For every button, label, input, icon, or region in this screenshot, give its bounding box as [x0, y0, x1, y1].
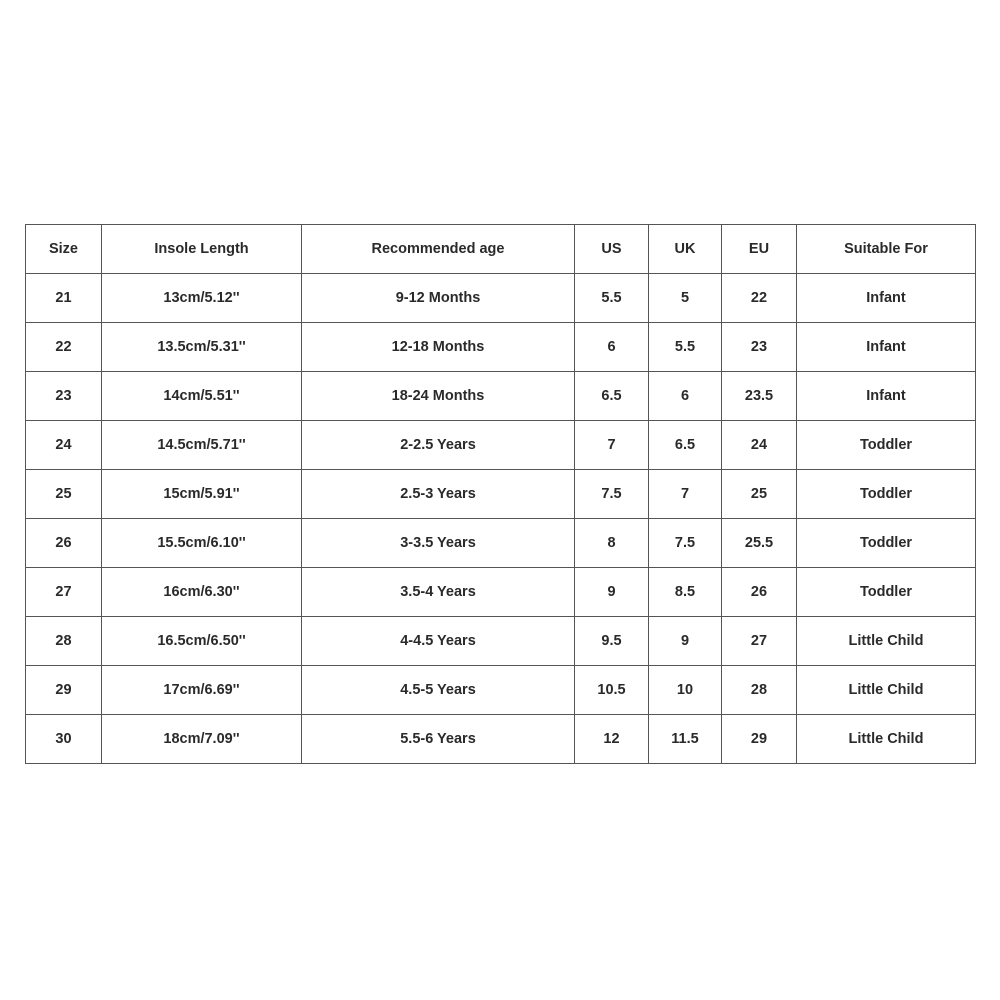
table-row [26, 274, 976, 323]
cell-insole-length: 16.5cm/6.50'' [102, 617, 302, 666]
cell-suitable-for: Infant [797, 323, 976, 372]
cell-us: 10.5 [575, 666, 649, 715]
cell-recommended-age: 4-4.5 Years [302, 617, 575, 666]
cell-suitable-for: Little Child [797, 617, 976, 666]
cell-uk: 6.5 [649, 421, 722, 470]
cell-uk: 6 [649, 372, 722, 421]
header-eu: EU [722, 225, 797, 274]
cell-size: 24 [26, 421, 102, 470]
cell-suitable-for: Toddler [797, 568, 976, 617]
cell-recommended-age: 4.5-5 Years [302, 666, 575, 715]
table-row [26, 715, 976, 764]
cell-eu: 23 [722, 323, 797, 372]
cell-us: 8 [575, 519, 649, 568]
cell-uk: 11.5 [649, 715, 722, 764]
cell-recommended-age: 9-12 Months [302, 274, 575, 323]
cell-us: 6 [575, 323, 649, 372]
cell-insole-length: 15.5cm/6.10'' [102, 519, 302, 568]
cell-uk: 7.5 [649, 519, 722, 568]
cell-size: 30 [26, 715, 102, 764]
header-row [26, 225, 976, 274]
cell-us: 7.5 [575, 470, 649, 519]
cell-eu: 26 [722, 568, 797, 617]
cell-uk: 5.5 [649, 323, 722, 372]
cell-insole-length: 16cm/6.30'' [102, 568, 302, 617]
cell-insole-length: 17cm/6.69'' [102, 666, 302, 715]
cell-suitable-for: Infant [797, 274, 976, 323]
cell-insole-length: 14cm/5.51'' [102, 372, 302, 421]
table-row [26, 323, 976, 372]
cell-eu: 25.5 [722, 519, 797, 568]
cell-us: 12 [575, 715, 649, 764]
cell-us: 9.5 [575, 617, 649, 666]
cell-recommended-age: 2-2.5 Years [302, 421, 575, 470]
header-uk: UK [649, 225, 722, 274]
cell-size: 22 [26, 323, 102, 372]
cell-suitable-for: Toddler [797, 421, 976, 470]
cell-insole-length: 18cm/7.09'' [102, 715, 302, 764]
cell-size: 21 [26, 274, 102, 323]
cell-us: 7 [575, 421, 649, 470]
cell-uk: 7 [649, 470, 722, 519]
cell-recommended-age: 5.5-6 Years [302, 715, 575, 764]
cell-suitable-for: Little Child [797, 666, 976, 715]
cell-recommended-age: 3-3.5 Years [302, 519, 575, 568]
cell-insole-length: 13.5cm/5.31'' [102, 323, 302, 372]
cell-insole-length: 15cm/5.91'' [102, 470, 302, 519]
cell-size: 25 [26, 470, 102, 519]
header-size: Size [26, 225, 102, 274]
cell-insole-length: 13cm/5.12'' [102, 274, 302, 323]
header-recommended-age: Recommended age [302, 225, 575, 274]
table-row [26, 372, 976, 421]
table-row [26, 519, 976, 568]
table-row [26, 666, 976, 715]
cell-us: 6.5 [575, 372, 649, 421]
cell-eu: 28 [722, 666, 797, 715]
cell-eu: 25 [722, 470, 797, 519]
cell-us: 5.5 [575, 274, 649, 323]
cell-uk: 9 [649, 617, 722, 666]
cell-size: 26 [26, 519, 102, 568]
cell-size: 29 [26, 666, 102, 715]
cell-suitable-for: Infant [797, 372, 976, 421]
table-row [26, 470, 976, 519]
size-chart-table [25, 224, 976, 764]
cell-recommended-age: 2.5-3 Years [302, 470, 575, 519]
header-us: US [575, 225, 649, 274]
cell-eu: 27 [722, 617, 797, 666]
cell-uk: 10 [649, 666, 722, 715]
cell-recommended-age: 18-24 Months [302, 372, 575, 421]
table-body [26, 274, 976, 764]
table-row [26, 617, 976, 666]
cell-recommended-age: 3.5-4 Years [302, 568, 575, 617]
header-suitable-for: Suitable For [797, 225, 976, 274]
cell-uk: 5 [649, 274, 722, 323]
cell-eu: 29 [722, 715, 797, 764]
cell-suitable-for: Toddler [797, 470, 976, 519]
cell-size: 28 [26, 617, 102, 666]
cell-size: 27 [26, 568, 102, 617]
cell-us: 9 [575, 568, 649, 617]
cell-insole-length: 14.5cm/5.71'' [102, 421, 302, 470]
cell-size: 23 [26, 372, 102, 421]
cell-suitable-for: Little Child [797, 715, 976, 764]
cell-eu: 24 [722, 421, 797, 470]
cell-recommended-age: 12-18 Months [302, 323, 575, 372]
cell-eu: 22 [722, 274, 797, 323]
header-insole-length: Insole Length [102, 225, 302, 274]
cell-suitable-for: Toddler [797, 519, 976, 568]
table-row [26, 421, 976, 470]
cell-eu: 23.5 [722, 372, 797, 421]
table-row [26, 568, 976, 617]
cell-uk: 8.5 [649, 568, 722, 617]
